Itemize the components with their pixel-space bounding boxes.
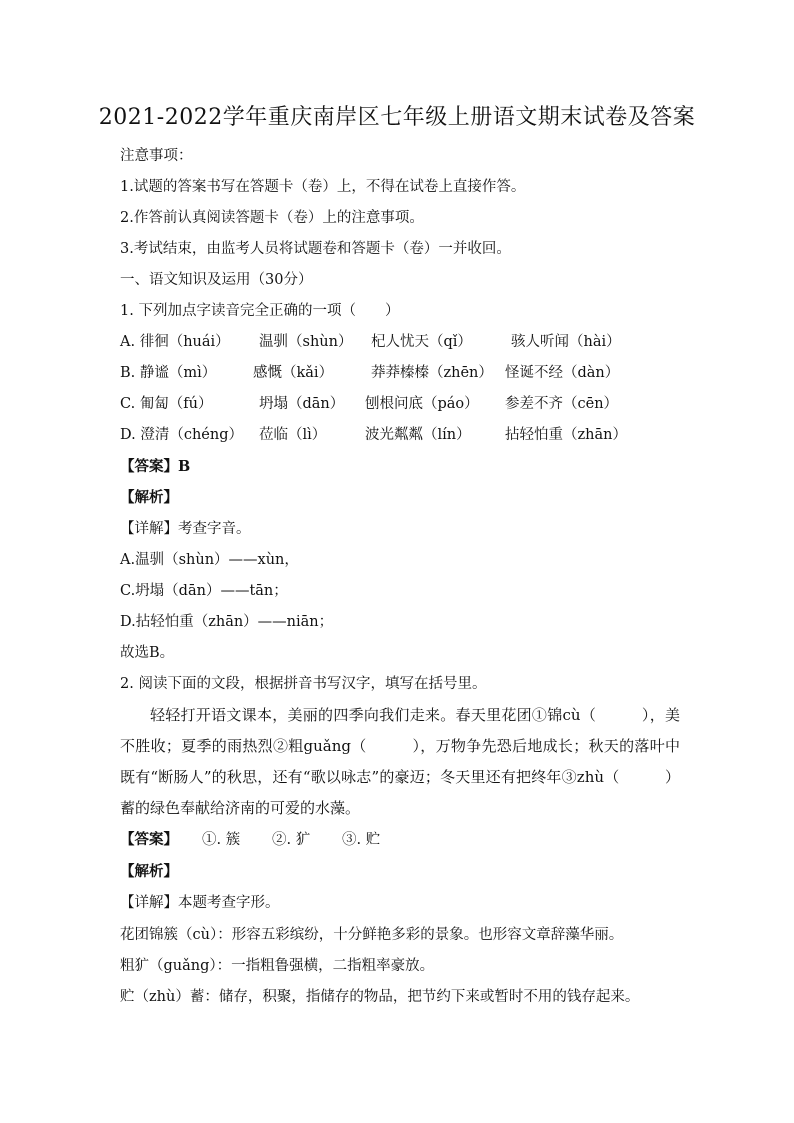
- option-term: 感慨（kǎi）: [253, 365, 334, 381]
- option-term: 波光粼粼（lín）: [365, 427, 471, 443]
- option-term: 杞人忧天（qǐ）: [371, 334, 472, 350]
- question-1-explanation: D.拈轻怕重（zhān）——niān；: [120, 614, 334, 630]
- answer-item: ③. 贮: [342, 832, 381, 848]
- answer-label: 【答案】: [120, 831, 178, 848]
- question-2-explanation: 花团锦簇（cù）：形容五彩缤纷，十分鲜艳多彩的景象。也形容文章辞藻华丽。: [120, 927, 624, 943]
- option-term: 莅临（lì）: [259, 427, 327, 443]
- option-term: 温驯（shùn）: [259, 334, 353, 350]
- notice-heading: 注意事项：: [120, 148, 193, 164]
- question-2-analysis-label: 【解析】: [120, 863, 178, 880]
- notice-item: 2.作答前认真阅读答题卡（卷）上的注意事项。: [120, 210, 424, 226]
- notice-item: 3.考试结束，由监考人员将试题卷和答题卡（卷）一并收回。: [120, 241, 511, 257]
- question-1-stem: 1. 下列加点字读音完全正确的一项（ ）: [120, 303, 400, 319]
- question-1-explanation: C.坍塌（dān）——tān；: [120, 583, 288, 599]
- question-1-explanation: A.温驯（shùn）——xùn，: [120, 552, 299, 568]
- section-heading: 一、语文知识及运用（30分）: [120, 272, 313, 288]
- answer-item: ①. 簇: [202, 832, 241, 848]
- option-term: 坍塌（dān）: [259, 396, 345, 412]
- question-2-explanation: 贮（zhù）蓄：储存，积聚，指储存的物品，把节约下来或暂时不用的钱存起来。: [120, 989, 640, 1005]
- notice-item: 1.试题的答案书写在答题卡（卷）上，不得在试卷上直接作答。: [120, 179, 526, 195]
- question-1-answer: 【答案】B: [120, 458, 191, 475]
- question-2-passage: 轻轻打开语文课本，美丽的四季向我们走来。春天里花团①锦cù（ ），美不胜收；夏季的雨热烈②粗guǎng（ ），万物争先恐后地成长；秋天的落叶中既有“断肠人”的秋思，还有“歌以咏志”的豪迈；冬天里还有把终年③zhù（ ）蓄的绿色奉献给济南的可爱的水藻。: [120, 706, 680, 817]
- option-term: 刨根问底（páo）: [365, 396, 479, 412]
- option-term: 怪诞不经（dàn）: [505, 365, 620, 381]
- answer-item: ②. 犷: [272, 832, 311, 848]
- option-term: D. 澄清（chéng）: [120, 427, 243, 443]
- option-term: 骇人听闻（hài）: [511, 334, 621, 350]
- option-term: C. 匍匐（fú）: [120, 396, 213, 412]
- option-term: B. 静谧（mì）: [120, 365, 217, 381]
- option-term: A. 徘徊（huái）: [120, 334, 230, 350]
- page-title: 2021-2022学年重庆南岸区七年级上册语文期末试卷及答案: [98, 105, 696, 130]
- question-1-detail: 【详解】考查字音。: [120, 521, 251, 537]
- question-2-stem: 2. 阅读下面的文段，根据拼音书写汉字，填写在括号里。: [120, 676, 487, 692]
- question-1-analysis-label: 【解析】: [120, 489, 178, 506]
- question-2-explanation: 粗犷（guǎng）：一指粗鲁强横，二指粗率豪放。: [120, 958, 435, 974]
- question-2-detail: 【详解】本题考查字形。: [120, 895, 280, 911]
- option-term: 莽莽榛榛（zhēn）: [371, 365, 493, 381]
- option-term: 参差不齐（cēn）: [505, 396, 619, 412]
- option-term: 拈轻怕重（zhān）: [505, 427, 627, 443]
- question-1-conclusion: 故选B。: [120, 645, 175, 661]
